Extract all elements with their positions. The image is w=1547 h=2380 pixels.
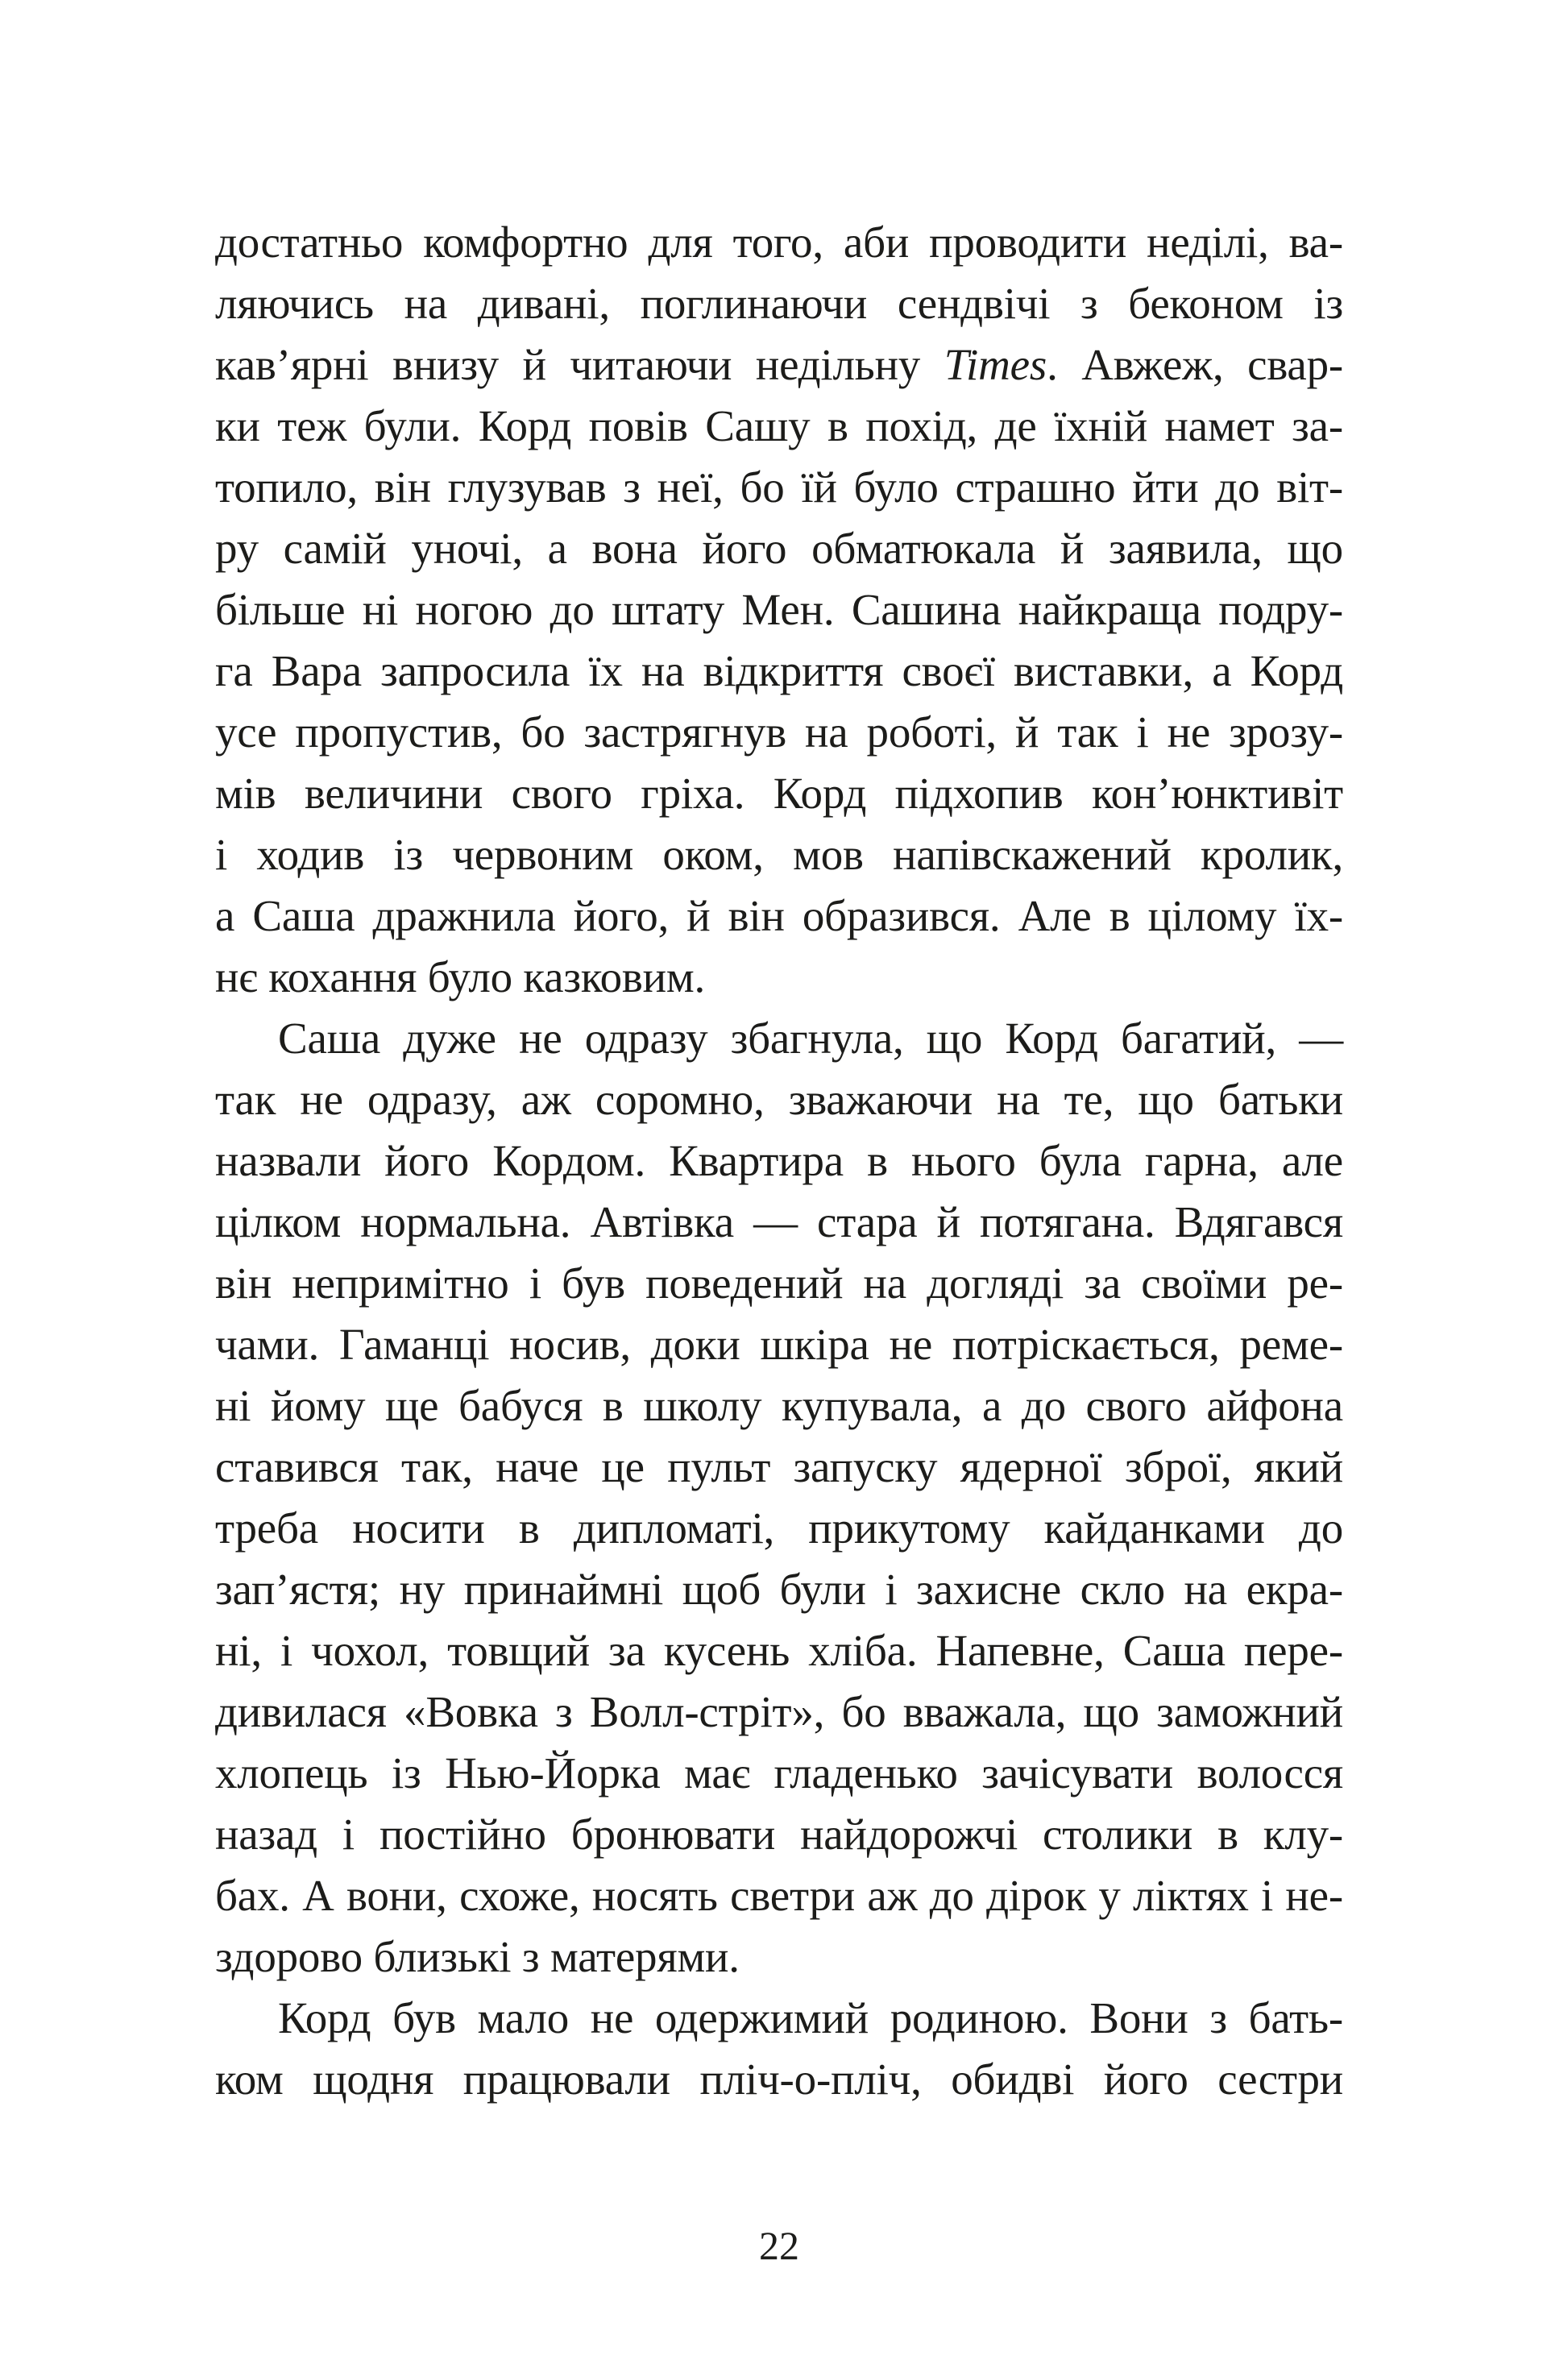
- text-line: ки теж були. Корд повів Сашу в похід, де їхній намет за-: [215, 401, 1343, 450]
- text-line: ні, і чохол, товщий за кусень хліба. Напевне, Саша пере-: [215, 1626, 1343, 1675]
- text-line: га Вара запросила їх на відкриття своєї виставки, а Корд: [215, 646, 1343, 695]
- page-number: 22: [759, 2223, 799, 2268]
- text-line: мів величини свого гріха. Корд підхопив кон’юнктивіт: [215, 769, 1343, 818]
- text-line: ком щодня працювали пліч-о-пліч, обидві його сестри: [215, 2055, 1343, 2104]
- text-line: чами. Гаманці носив, доки шкіра не потріскається, реме-: [215, 1320, 1343, 1369]
- text-line: а Саша дражнила його, й він образився. Але в цілому їх-: [215, 891, 1343, 940]
- text-line: він непримітно і був поведений на догляді за своїми ре-: [215, 1258, 1343, 1308]
- italic-title-times: Times: [944, 340, 1047, 389]
- text-line: дивилася «Вовка з Волл-стріт», бо вважала, що заможний: [215, 1687, 1343, 1736]
- text-line: бах. А вони, схоже, носять светри аж до дірок у ліктях і не-: [215, 1871, 1343, 1920]
- text-line: так не одразу, аж соромно, зважаючи на те, що батьки: [215, 1075, 1343, 1124]
- text-line-paragraph-end: нє кохання було казковим.: [215, 952, 706, 1001]
- text-line: цілком нормальна. Автівка — стара й потягана. Вдягався: [215, 1197, 1343, 1246]
- text-line: назад і постійно бронювати найдорожчі столики в клу-: [215, 1810, 1343, 1859]
- body-text: [215, 212, 1343, 2110]
- text-line: [215, 334, 1343, 396]
- text-line: треба носити в дипломаті, прикутому кайданками до: [215, 1503, 1343, 1553]
- text-line: назвали його Кордом. Квартира в нього була гарна, але: [215, 1136, 1343, 1185]
- text-line: усе пропустив, бо застрягнув на роботі, й так і не зрозу-: [215, 707, 1343, 757]
- text-line: ні йому ще бабуся в школу купувала, а до свого айфона: [215, 1381, 1343, 1430]
- text-line: топило, він глузував з неї, бо їй було страшно йти до віт-: [215, 462, 1343, 512]
- text-line: достатньо комфортно для того, аби проводити неділі, ва-: [215, 218, 1343, 267]
- text-run: кав’ярні внизу й читаючи недільну: [215, 340, 944, 389]
- text-line: зап’ястя; ну принаймні щоб були і захисне скло на екра-: [215, 1565, 1343, 1614]
- text-line: більше ні ногою до штату Мен. Сашина найкраща подру-: [215, 585, 1343, 634]
- text-line-paragraph-start: Корд був мало не одержимий родиною. Вони з бать-: [278, 1993, 1343, 2042]
- text-line-paragraph-start: Саша дуже не одразу збагнула, що Корд багатий, —: [278, 1014, 1343, 1063]
- text-line: ру самій уночі, а вона його обматюкала й заявила, що: [215, 524, 1343, 573]
- text-line: ставився так, наче це пульт запуску ядерної зброї, який: [215, 1442, 1343, 1491]
- text-line: і ходив із червоним оком, мов напівскажений кролик,: [215, 830, 1343, 879]
- text-line: хлопець із Нью-Йорка має гладенько зачісувати волосся: [215, 1748, 1343, 1797]
- text-line-paragraph-end: здорово близькі з матерями.: [215, 1932, 740, 1981]
- text-line: ляючись на дивані, поглинаючи сендвічі з беконом із: [215, 279, 1343, 328]
- text-run: . Авжеж, свар-: [1047, 340, 1343, 389]
